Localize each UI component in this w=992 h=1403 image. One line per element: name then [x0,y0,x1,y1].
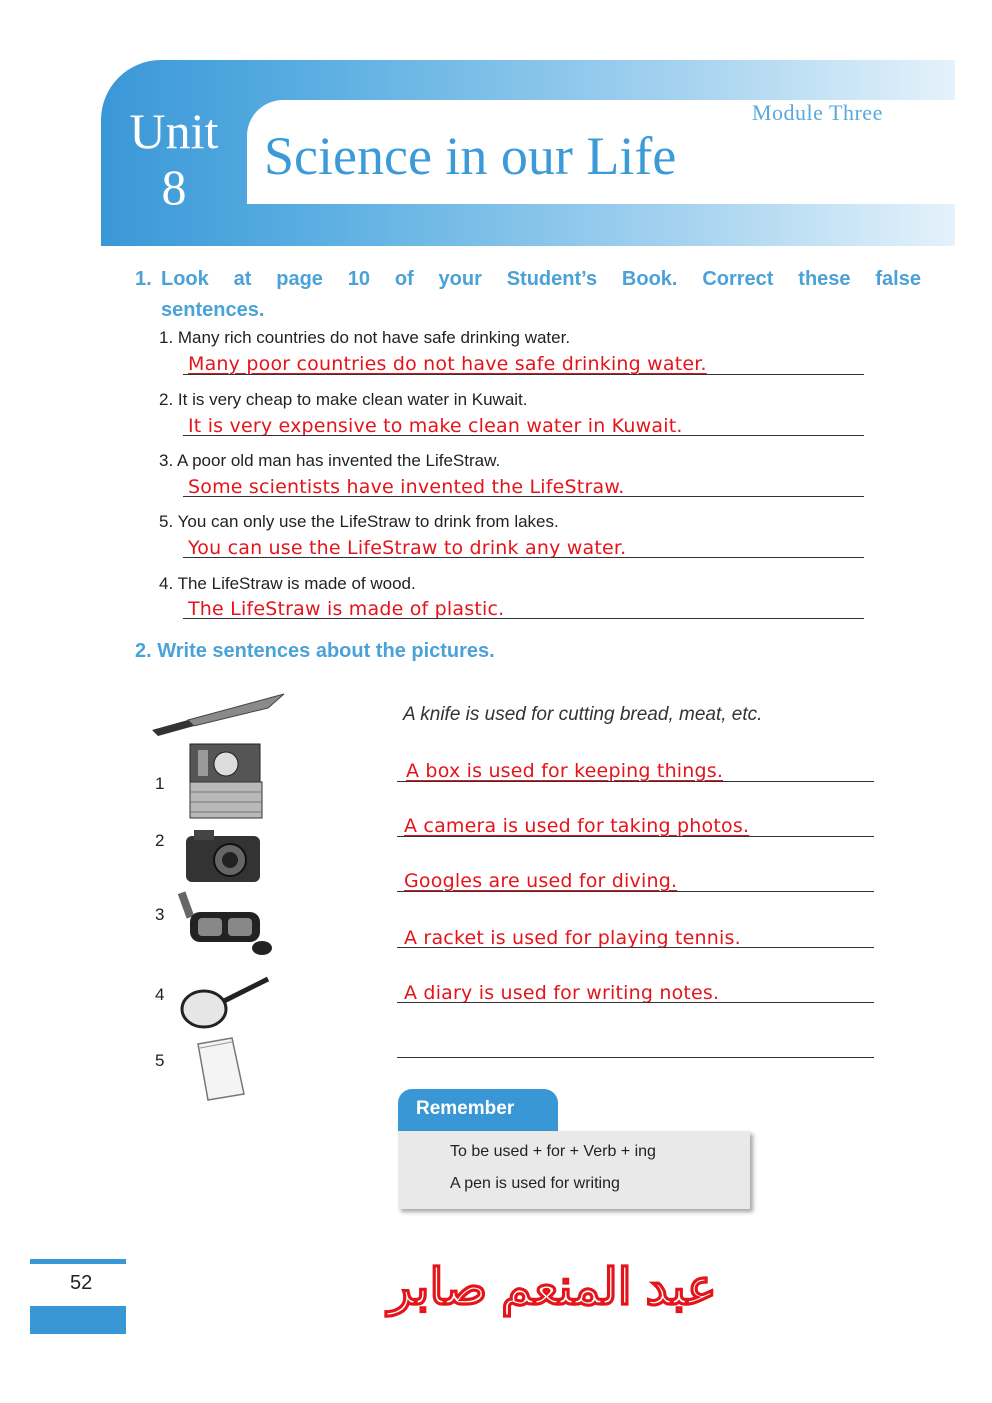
tennis-racket-picture [180,975,272,1031]
exercise-2-answer[interactable]: A box is used for keeping things. [406,760,724,782]
exercise-2-heading: 2. Write sentences about the pictures. [135,640,495,662]
answer-line [183,557,864,558]
exercise-1-prompt: 5. You can only use the LifeStraw to drink from lakes. [159,512,559,531]
instruction-word: Look [161,268,209,290]
instruction-word: Student’s [506,268,598,290]
exercise-1-answer[interactable]: Many poor countries do not have safe drinking water. [188,353,707,375]
exercise-1-prompt: 4. The LifeStraw is made of wood. [159,574,416,593]
notepad-picture [192,1036,248,1102]
exercise-1-instruction-line1 [161,268,921,291]
picture-number: 2 [155,831,165,850]
example-sentence: A knife is used for cutting bread, meat, etc. [403,704,763,725]
unit-title: Science in our Life [264,126,677,186]
exercise-2-answer[interactable]: A diary is used for writing notes. [404,982,720,1004]
answer-line [397,781,874,782]
exercise-1-answer[interactable]: It is very expensive to make clean water in Kuwait. [188,415,683,437]
module-label: Module Three [752,100,883,125]
exercise-1-prompt: 2. It is very cheap to make clean water in Kuwait. [159,390,528,409]
instruction-word: 10 [347,268,370,290]
picture-number: 1 [155,774,165,793]
remember-title: Remember [416,1098,515,1119]
answer-line [183,435,864,436]
answer-line [397,836,874,837]
answer-line [183,496,864,497]
answer-line [397,947,874,948]
remember-example: A pen is used for writing [450,1175,620,1192]
picture-number: 3 [155,905,165,924]
exercise-1-answer[interactable]: The LifeStraw is made of plastic. [188,598,505,620]
camera-picture [184,828,262,884]
instruction-word: Correct [702,268,774,290]
instruction-word: of [394,268,414,290]
remember-rule: To be used + for + Verb + ing [450,1143,656,1160]
picnic-basket-picture [186,742,266,822]
instruction-word: Book. [621,268,678,290]
exercise-2-answer[interactable]: A camera is used for taking photos. [404,815,750,837]
exercise-1-prompt: 1. Many rich countries do not have safe drinking water. [159,328,571,347]
exercise-1-instruction-line2: sentences. [161,299,265,321]
picture-number: 5 [155,1051,165,1070]
diving-goggles-picture [176,890,274,960]
exercise-1-answer[interactable]: You can use the LifeStraw to drink any water. [188,537,627,559]
footer-bar [30,1306,126,1334]
instruction-word: false [875,268,921,290]
answer-line [183,618,864,619]
unit-label: Unit [129,103,219,159]
instruction-word: your [438,268,482,290]
answer-line [397,1002,874,1003]
answer-line [183,374,864,375]
exercise-1-number: 1. [135,268,152,290]
knife-picture [148,690,288,740]
exercise-1-answer[interactable]: Some scientists have invented the LifeStraw. [188,476,625,498]
instruction-word: these [798,268,851,290]
exercise-2-answer[interactable]: A racket is used for playing tennis. [404,927,741,949]
instruction-word: at [233,268,252,290]
empty-answer-line[interactable] [397,1057,874,1058]
footer-bar [30,1259,126,1264]
unit-number: 8 [161,159,187,215]
exercise-2-answer[interactable]: Googles are used for diving. [404,870,678,892]
instruction-word: page [276,268,323,290]
page-number: 52 [70,1272,93,1294]
exercise-1-prompt: 3. A poor old man has invented the LifeStraw. [159,451,501,470]
signature-watermark: عبد المنعم صابر [388,1259,717,1315]
picture-number: 4 [155,985,165,1004]
answer-line [397,891,874,892]
